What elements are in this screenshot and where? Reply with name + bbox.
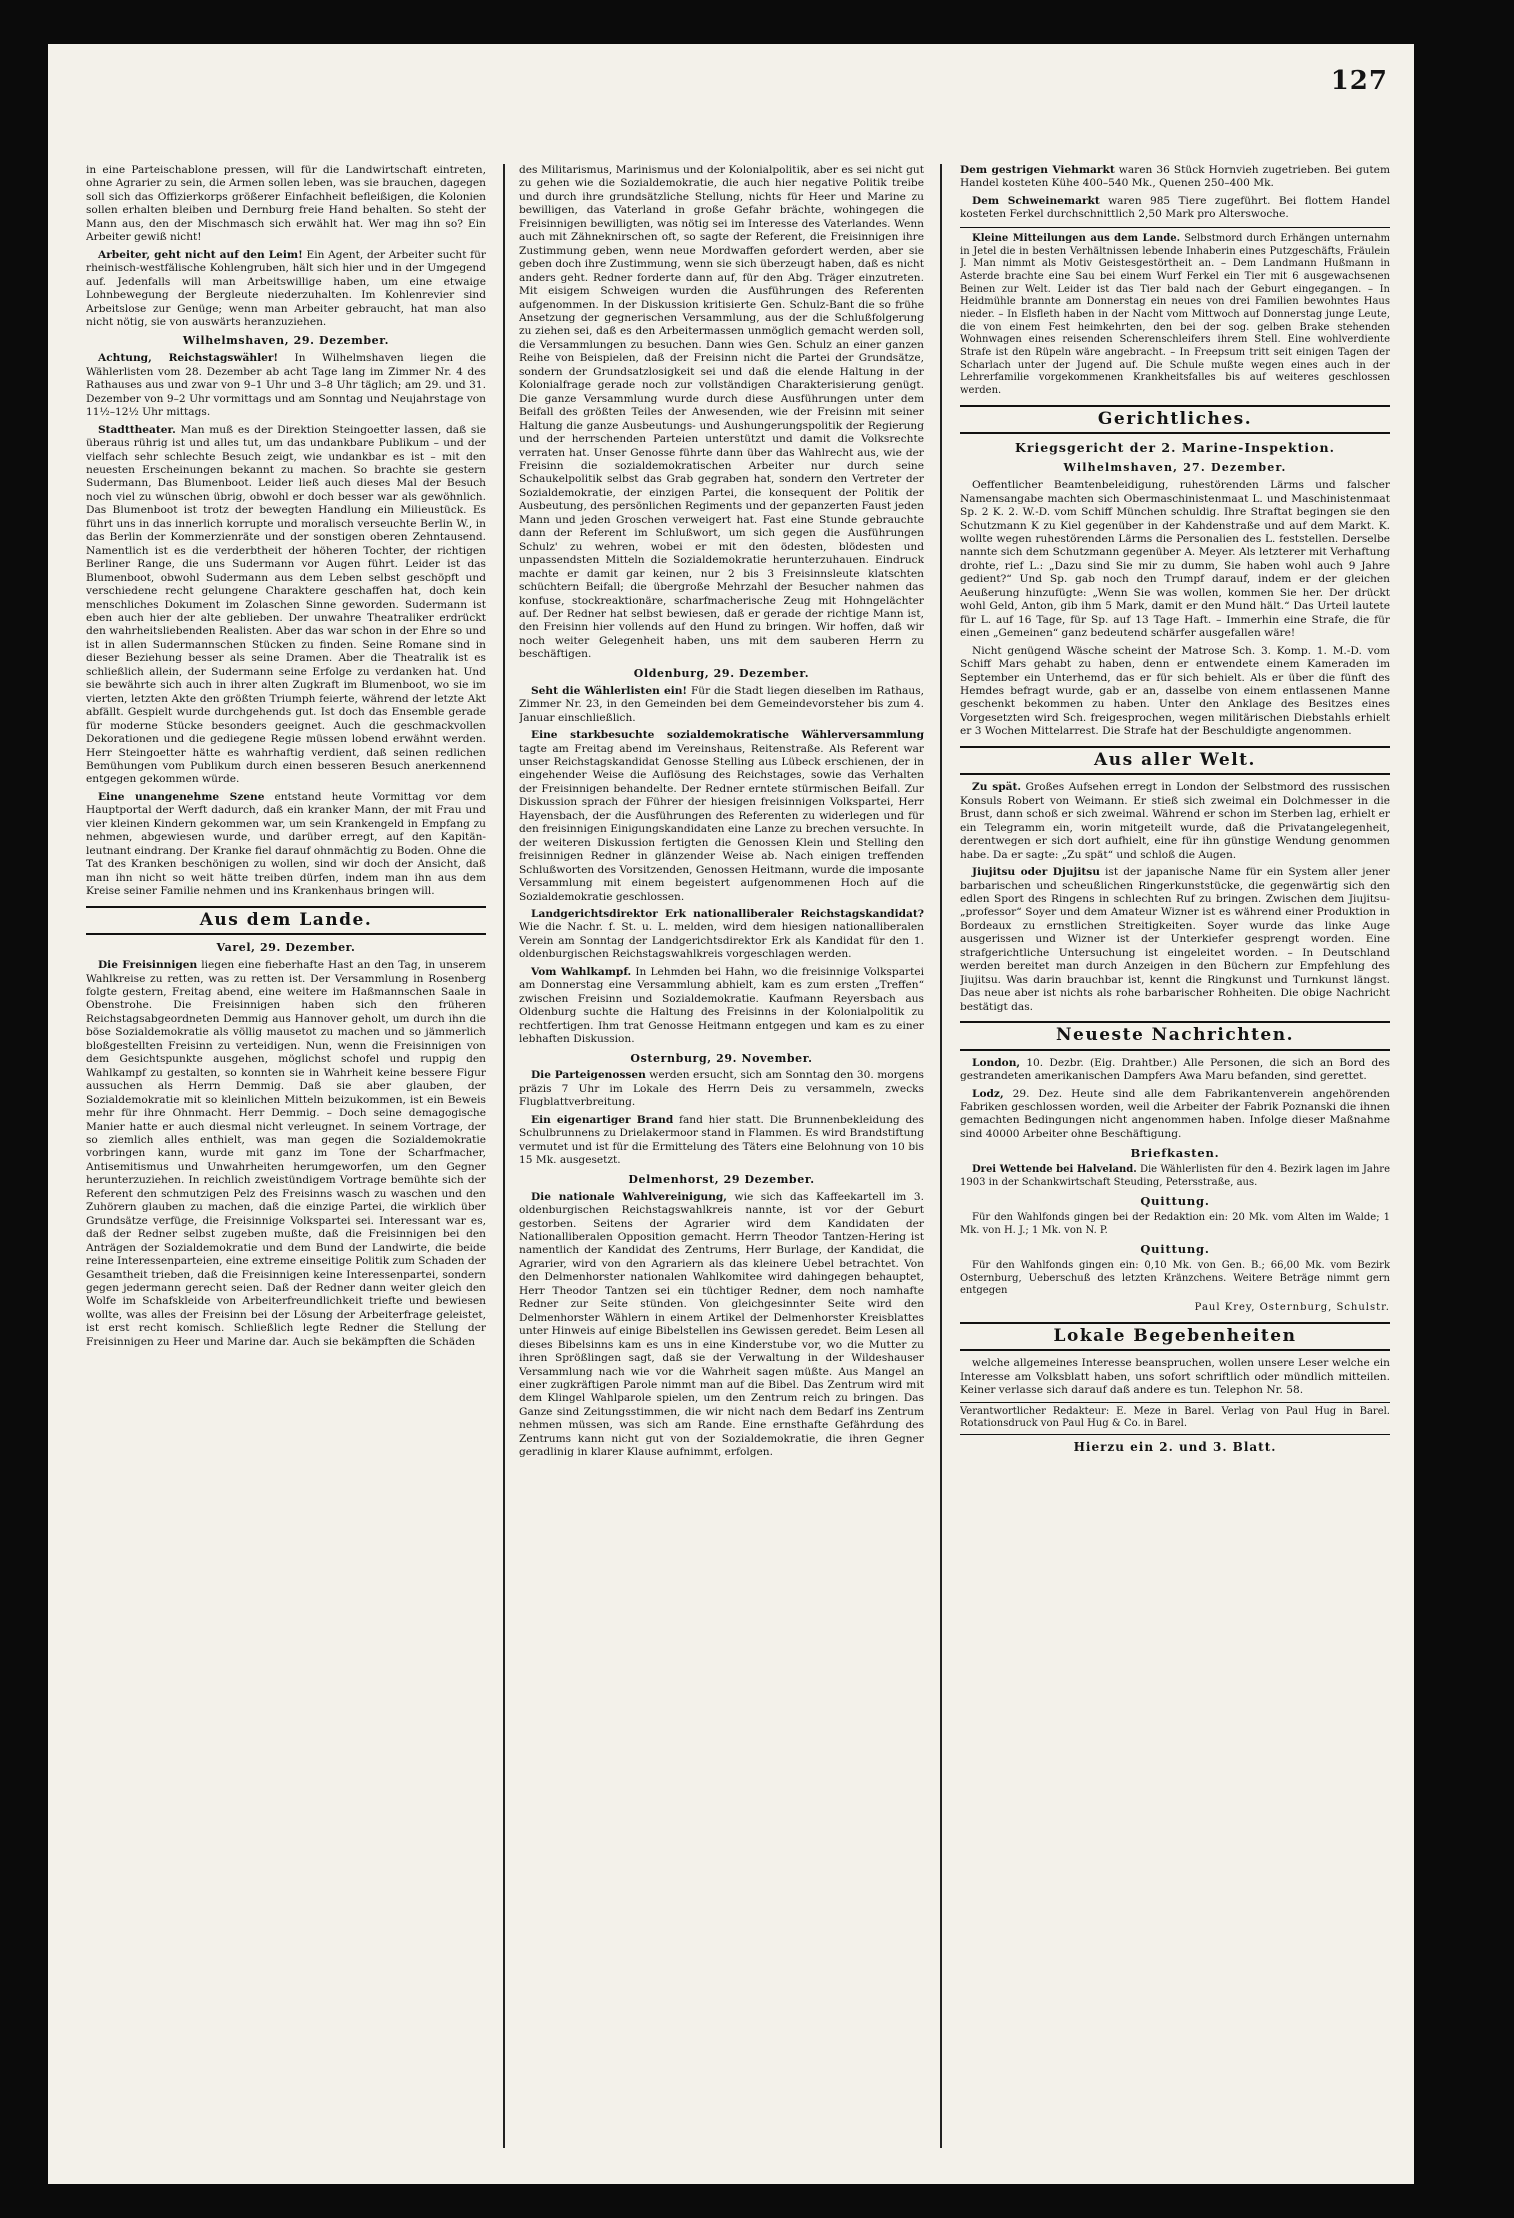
article-lead: Dem Schweinemarkt [972,194,1100,207]
article-paragraph [960,1057,1390,1084]
article-paragraph [86,249,486,330]
page-edge [1414,44,1428,2184]
article-text: waren 36 Stück Hornvieh zugetrieben. Bei gutem Handel kosteten Kühe 400–540 Mk., Quenen 250–400 Mk. [960,164,1390,190]
article-text: werden ersucht, sich am Sonntag den 30. morgens präzis 7 Uhr im Lokale des Herrn Deis zu versammeln, zwecks Flugblattverbreitung. [519,1069,924,1109]
dateline: Oldenburg, 29. Dezember. [633,666,810,680]
article-paragraph [960,1164,1390,1189]
article-paragraph [960,164,1390,191]
article-text: Selbstmord durch Erhängen unternahm in Jetel die in besten Verhältnissen lebende Inhaberin eines Putzgeschäfts, Fräulein J. Man nimmt als Motiv Geistesgestörtheit an. – Dem Landmann Hußmann in Asterde brachte eine Sau bei einem Wurf Ferkel ein Tier mit 6 ausgewachsenen Beinen zur Welt. Leider ist das Tier bald nach der Geburt eingegangen. – In Heidmühle brannte am Donnerstag ein neues von drei Familien bewohntes Haus nieder. – In Elsfleth haben in der Nacht vom Mittwoch auf Donnerstag junge Leute, die von einem Fest heimkehrten, den bei der sog. gelben Brake stehenden Wohnwagen eines reisenden Scherenschleifers ihrem Stell. Eine wohlverdiente Strafe ist den Rüpeln wäre angebracht. – In Freepsum tritt seit einigen Tagen der Scharlach unter der Jugend auf. Die Schule mußte wegen eines auch in der Lehrerfamilie vorgekommenen Krankheitsfalles bis auf weiteres geschlossen werden. [960,232,1390,397]
divider [960,227,1390,228]
column-rule [940,164,942,2148]
article-lead: Die Parteigenossen [531,1069,646,1082]
article-text: liegen eine fieberhafte Hast an den Tag, in unserem Wahlkreise zu retten, was zu retten ist. Der Versammlung in Rosenberg folgte gestern, Freitag abend, eine weitere im Haßmannschen Saale in Obenstrohe. Die Freisinnigen haben sich den früheren Reichstagsabgeordneten Demmig aus Hannover geholt, um durch ihn die böse Sozialdemokratie als völlig mausetot zu machen und so jämmerlich bloßgestellten Freisinn zu verteidigen. Nun, wenn die Freisinnigen von dem Gesichtspunkte ausgehen, möglichst schofel und ruppig den Wahlkampf zu gestalten, so konnten sie in Wahrheit keine bessere Figur aussuchen als Herrn Demmig. Daß sie aber glauben, der Sozialdemokratie mit so kleinlichen Mitteln beizukommen, ist ein Beweis mehr für ihre Ohnmacht. Herr Demmig. – Doch seine demagogische Manier hatte er auch diesmal nicht verleugnet. In seinem Vortrage, der so ziemlich alles enthielt, was man gegen die Sozialdemokratie vorbringen kann, wurde mit ganz im Tone der Scharfmacher, Antisemitismus und Unwahrheiten herumgeworfen, um den Gegner herunterzuziehen. In reichlich zweistündigem Vortrage bemühte sich der Referent den schmutzigen Pelz des Freisinns wasch zu waschen und den Zuhörern glauben zu machen, daß die einzige Partei, die wirklich über Grundsätze verfüge, die Freisinnige Volkspartei sei. Interessant war es, daß der Redner selbst zugeben mußte, daß die Freisinnigen bei den Anträgen der Sozialdemokratie und dem Bund der Landwirte, die beide reine Interessenparteien, eine extreme einseitige Politik zum Schaden der Gesamtheit trieben, daß die Freisinnigen keine Interessenpartei, sondern gegen jedermann gerecht seien. Daß der Redner dann weiter gleich den Wolfe im Schafskleide von Arbeiterfreundlichkeit triefte und bewiesen wollte, was alles der Freisinn bei der Lösung der Arbeiterfrage geleistet, ist erst recht komisch. Schließlich legte Redner die Stellung der Freisinnigen zu Heer und Marine dar. Auch sie bekämpften die Schäden [86,959,486,1348]
article-text: wie sich das Kaffeekartell im 3. oldenburgischen Reichstagswahlkreis nannte, ist vor der Geburt gestorben. Seitens der Agrarier wird dem Kandidaten der Nationalliberalen Opposition gemacht. Herrn Theodor Tantzen-Hering ist namentlich der Kandidat des Zentrums, Herr Burlage, der Kandidat, die Agrarier, wird von den Agrariern als das kleinere Uebel betrachtet. Von den Delmenhorster nationalen Wahlkomitee wird dahingegen behauptet, Herr Theodor Tantzen sei ein tüchtiger Redner, dem noch namhafte Redner zur Seite stünden. Von gleichgesinnter Seite wird den Delmenhorster Wählern in einem Artikel der Delmenhorster Kreisblattes unter Hinweis auf einige Bibelstellen ins Gewissen geredet. Beim Lesen all dieses Bibelsinns kam es uns in eine Kinderstube vor, wo die Mutter zu ihren Sprößlingen sagt, daß sie der Verwaltung in der Wildeshauser Versammlung nach wie vor die Wahrheit sagen müßte. Aus Mangel an einer zugkräftigen Parole nimmt man auf die Bibel. Das Zentrum wird mit dem Klingel Wahlparole spielen, um den Zentrum reich zu bringen. Das Ganze sind Zeitungsstimmen, die wir nicht nach dem Bedarf ins Zentrum nehmen müssen, was sich am Rande. Eine ernsthafte Gefährdung des Zentrums kann nicht gut von der Sozialdemokratie, die ihren Gegner geradlinig in klarer Klause aufnimmt, erfolgen. [519,1190,924,1459]
article-text: tagte am Freitag abend im Vereinshaus, Reitenstraße. Als Referent war unser Reichstagskandidat Genosse Stelling aus Lübeck erschienen, der in eingehender Weise die Auflösung des Reichstages, sowie das Verhalten der Freisinnigen behandelte. Der Redner erntete stürmischen Beifall. Zur Diskussion sprach der Führer der hiesigen freisinnigen Volkspartei, Herr Hayensbach, der die Ausführungen des Referenten zu widerlegen und für den freisinnigen Einigungskandidaten eine Lanze zu brechen versuchte. In der weiteren Diskussion fertigten die Genossen Klein und Stelling den freisinnigen Redner in glänzender Weise ab. Nach einigen treffenden Schlußworten des Vorsitzenden, Genossen Heitmann, wurde die imposante Versammlung mit einem begeistert aufgenommenen Hoch auf die Sozialdemokratie geschlossen. [519,742,924,903]
article-lead: Kleine Mitteilungen aus dem Lande. [972,232,1181,244]
article-lead: Arbeiter, geht nicht auf den Leim! [98,248,303,261]
article-paragraph [519,1191,924,1460]
column-right [960,164,1390,2148]
article-text: Großes Aufsehen erregt in London der Selbstmord des russischen Konsuls Robert von Weimann. Er stieß sich zweimal ein Dolchmesser in die Brust, dann schoß er sich zweimal. Während er schon im Sterben lag, erhielt er ein Telegramm ein, worin mitgeteilt wurde, daß die Privatangelegenheit, derentwegen er sich dort aufhielt, eine für ihn günstige Wendung genommen habe. Da er sagte: „Zu spät“ und schloß die Augen. [960,781,1390,861]
article-paragraph [519,966,924,1047]
article-paragraph [86,959,486,1349]
article-lead: Jiujitsu oder Djujitsu [972,866,1100,879]
article-text: entstand heute Vormittag vor dem Hauptportal der Werft dadurch, daß ein kranker Mann, der mit Frau und vier kleinen Kindern gekommen war, um sein Krankengeld in Empfang zu nehmen, abgewiesen wurde, und darüber erregt, auf den Kapitän-leutnant eindrang. Der Kranke fiel darauf ohnmächtig zu Boden. Ohne die Tat des Kranken beschönigen zu wollen, sind wir doch der Ansicht, daß man ihn nicht so weit hätte treiben dürfen, indem man ihn aus dem Kreise seiner Familie nehmen und ins Krankenhaus bringen will. [86,790,486,898]
sub-heading: Kriegsgericht der 2. Marine-Inspektion. [1015,440,1335,456]
article-paragraph: des Militarismus, Marinismus und der Kolonialpolitik, aber es sei nicht gut zu gehen wie die Sozialdemokratie, die auch hier negative Politik treibe und durch ihre grundsätzliche Stellung, nichts für Heer und Marine zu bewilligen, das Vaterland in große Gefahr brächte, wohingegen die Freisinnigen bewilligten, was nötig sei im Interesse des Vaterlandes. Wenn auch mit Zähneknirschen oft, so sagte der Referent, die Freisinnigen ihre Zustimmung geben, wenn neue Mordwaffen gefordert werden, aber sie geben doch ihre Zustimmung, wenn sie sich überzeugt haben, daß es nicht anders geht. Redner forderte dann auf, für den Abg. Träger einzutreten. Mit eisigem Schweigen wurden die Ausführungen des Referenten aufgenommen. In der Diskussion kritisierte Gen. Schulz-Bant die so frühe Ansetzung der gegnerischen Versammlung, aus der die Schlußfolgerung zu ziehen sei, daß es den Arbeitermassen unmöglich gemacht werden soll, die Versammlungen zu besuchen. Dann wies Gen. Schulz an einer ganzen Reihe von Beispielen, daß der Freisinn nicht die Partei der Grundsätze, sondern der Grundsatzlosigkeit sei und daß die elende Haltung in der Kolonialfrage gerade noch zur vollständigen Charakterisierung genügt. Die ganze Versammlung wurde durch diese Ausführungen unter dem Beifall des größten Teiles der Anwesenden, wie der Freisinn mit seiner Haltung die ganze Ausbeutungs- und Aushungerungspolitik der Regierung und der herrschenden Parteien unterstützt und damit die Volksrechte verraten hat. Unser Genosse führte dann über das Wahlrecht aus, wie der Freisinn die sozialdemokratischen Arbeiter nur durch seine Schaukelpolitik selbst das Grab gegraben hat, sondern den Vertreter der Sozialdemokratie, der einzigen Partei, die konsequent der Politik der Ausbeutung, des persönlichen Regiments und der gepanzerten Faust jeden Mann und jeden Groschen verweigert hat. Fast eine Stunde gebrauchte dann der Referent im Schlußwort, um sich gegen die Ausführungen Schulz' zu wehren, wobei er mit den ödesten, blödesten und unpassendsten Mitteln die Sozialdemokratie herunterzuhauen. Eindruck machte er damit gar keinen, nur 2 bis 3 Freisinnsleute klatschten schüchtern Beifall; die übergroße Mehrzahl der Besucher nahmen das konfuse, stockreaktionäre, scharfmacherische Zeug mit Hohngelächter auf. Der Redner hat selbst bewiesen, daß er gerade der richtige Mann ist, den Freisinn hier vollends auf den Hund zu bringen. Wir hoffen, daß wir noch weiter Gelegenheit haben, uns mit dem sauberen Herrn zu beschäftigen. [519,164,924,661]
article-lead: Die nationale Wahlvereinigung, [531,1190,727,1203]
dateline: Wilhelmshaven, 29. Dezember. [182,334,390,348]
article-lead: Eine starkbesuchte sozialdemokratische Wählerversammlung [531,729,924,742]
article-paragraph [519,1114,924,1168]
article-text: 29. Dez. Heute sind alle dem Fabrikantenverein angehörenden Fabriken geschlossen worden, weil die Arbeiter der Fabrik Poznanski die ihnen gemachten Bedingungen nicht angenommen haben. Infolge dieser Maßnahme sind 40000 Arbeiter ohne Beschäftigung. [960,1087,1390,1140]
article-paragraph [519,1069,924,1109]
section-heading: Lokale Begebenheiten [960,1322,1390,1352]
column-middle [519,164,924,2148]
article-lead: Drei Wettende bei Halveland. [972,1163,1137,1175]
article-text: In Lehmden bei Hahn, wo die freisinnige Volkspartei am Donnerstag eine Versammlung abhielt, kam es zum ersten „Treffen“ zwischen Freisinn und Sozialdemokratie. Kaufmann Reyersbach aus Oldenburg suchte die Haltung des Freisinns in der Kolonialpolitik zu rechtfertigen. Ihm trat Genosse Heitmann entgegen und kam es zu einer lebhaften Diskussion. [519,965,924,1046]
article-text: ist der japanische Name für ein System aller jener barbarischen und scheußlichen Ringerkunststücke, die gegenwärtig sich den edlen Sport des Ringens in schlechten Ruf zu bringen. Zwischen dem Jiujitsu-„professor“ Soyer und dem Amateur Wizner ist es während einer Produktion in Bordeaux zu ernstlichen Streitigkeiten. Soyer wurde das linke Auge ausgerissen und Wizner ist der Unterkiefer gesprengt worden. Eine strafgerichtliche Untersuchung ist eingeleitet worden. – In Deutschland werden bereitet man durch Anzeigen in den Büchern zur Empfehlung des Jiujitsu. Was darin brauchbar ist, kennt die Ringkunst und Turnkunst längst. Das neue aber ist nichts als rohe barbarischer Rohheiten. Die obige Nachricht bestätigt das. [960,866,1390,1013]
article-paragraph [86,352,486,419]
article-lead: Ein eigenartiger Brand [531,1113,674,1126]
article-lead: Zu spät. [972,781,1022,794]
dateline: Delmenhorst, 29 Dezember. [628,1172,815,1186]
article-text: fand hier statt. Die Brunnenbekleidung des Schulbrunnens zu Drielakermoor stand in Flammen. Es wird Brandstiftung vermutet und ist für die Ermittelung des Täters eine Belohnung von 10 bis 15 Mk. ausgesetzt. [519,1113,924,1167]
article-paragraph: Nicht genügend Wäsche scheint der Matrose Sch. 3. Komp. 1. M.-D. vom Schiff Mars gehabt zu haben, denn er entwendete einem Kameraden im September ein Unterhemd, das er für sich behielt. Als er über die fünft des Hemdes befragt wurde, gab er an, dasselbe von einem entlassenen Manne geschenkt bekommen zu haben. Unter den Anklage des Besitzes eines Vorgesetzten wird Sch. freigesprochen, wegen militärischen Diebstahls erhielt er 3 Wochen Mittelarrest. Die Strafe hat der Beschuldigte angenommen. [960,644,1390,738]
page-number: 127 [1330,66,1388,96]
article-lead: Lodz, [972,1087,1004,1100]
column-rule [503,164,505,2148]
article-lead: Stadttheater. [98,423,176,436]
article-text: 10. Dezbr. (Eig. Drahtber.) Alle Personen, die sich an Bord des gestrandeten amerikanischen Dampfers Awa Maru befanden, sind gerettet. [960,1056,1390,1083]
article-paragraph: Oeffentlicher Beamtenbeleidigung, ruhestörenden Lärms und falscher Namensangabe machten sich Obermaschinistenmaat L. und Maschinistenmaat Sp. 2 K. 2. W.-D. vom Schiff München schuldig. Ihre Straftat begingen sie den Schutzmann K zu Kiel gegenüber in der Kahdenstraße und auf dem Markt. K. wollte wegen ruhestörenden Lärms die Personalien des L. feststellen. Derselbe nannte sich dem Schutzmann gegenüber A. Meyer. Als letzterer mit Verhaftung drohte, rief L.: „Dazu sind Sie mir zu dumm, Sie haben wohl auch 9 Jahre gedient?“ Und Sp. gab noch den Trumpf darauf, indem er der gleichen Aeußerung hinzufügte: „Wenn Sie was wollen, kommen Sie her. Der drückt wohl Geld, Anton, gib ihm 5 Mark, damit er den Mund hält.“ Das Urteil lautete für L. auf 16 Tage, für Sp. auf 13 Tage Haft. – Immerhin eine Strafe, die für einen „Gemeinen“ ganz bedeutend schärfer ausgefallen wäre! [960,479,1390,640]
column-left [86,164,486,2148]
signature: Paul Krey, Osternburg, Schulstr. [1194,1301,1390,1313]
article-lead: Eine unangenehme Szene [98,790,265,803]
article-text: Wie die Nachr. f. St. u. L. melden, wird dem hiesigen nationalliberalen Verein am Sonntag der Landgerichtsdirektor Erk als Kandidat für den 1. oldenburgischen Reichstagswahlkreis vorgeschlagen werden. [519,921,924,961]
article-text: Die Wählerlisten für den 4. Bezirk lagen im Jahre 1903 in der Schankwirtschaft Steuding, Petersstraße, aus. [960,1163,1390,1188]
article-text: waren 985 Tiere zugeführt. Bei flottem Handel kosteten Ferkel durchschnittlich 2,50 Mark pro Alterswoche. [960,194,1390,221]
article-paragraph [960,195,1390,222]
article-lead: Dem gestrigen Viehmarkt [960,164,1115,176]
sub-heading: Briefkasten. [1130,1146,1220,1161]
section-heading: Gerichtliches. [960,405,1390,435]
article-text: Man muß es der Direktion Steingoetter lassen, daß sie überaus rührig ist und alles tut, um das undankbare Publikum – und der vielfach sehr schlechte Besuch zeigt, wie undankbar es ist – mit den neuesten Erscheinungen bekannt zu machen. So brachte sie gestern Sudermann, Das Blumenboot. Leider ließ auch dieses Mal der Besuch noch viel zu wünschen übrig, obwohl er doch besser war als gewöhnlich. Das Blumenboot ist trotz der bewegten Handlung ein Milieustück. Es führt uns in das innerlich korrupte und moralisch verseuchte Berlin W., in das Berlin der Kommerzienräte und der sonstigen oberen Zehntausend. Namentlich ist es die verderbtheit der höheren Tochter, der richtigen Berliner Range, die uns Sudermann vor Augen führt. Leider ist das Blumenboot, obwohl Sudermann aus dem Leben selbst geschöpft und verschiedene recht gelungene Charaktere geschaffen hat, doch kein menschliches Dokument im Zolaschen Sinne geworden. Sudermann ist eben auch hier der alte geblieben. Der unwahre Theatraliker erdrückt den wahrheitsliebenden Realisten. Aber das war schon in der Ehre so und ist in allen Sudermannschen Stücken zu finden. Seine Romane sind in dieser Beziehung besser als seine Dramen. Aber die Theatralik ist es schließlich allein, der Sudermann seine Erfolge zu verdanken hat. Und sie bewährte sich auch in ihrer alten Zugkraft im Blumenboot, wo sie im vierten, letzten Akte den größten Triumph feierte, während der letzte Akt abfällt. Gespielt wurde durchgehends gut. Ist doch das Ensemble gerade für moderne Stücke besonders geeignet. Auch die geschmackvollen Dekorationen und die gediegene Regie müssen lobend erwähnt werden. Herr Steingoetter hätte es wahrhaftig verdient, daß seinen redlichen Bemühungen vom Publikum durch einen besseren Besuch anerkennend entgegen gekommen würde. [86,423,486,786]
article-paragraph: in eine Parteischablone pressen, will für die Landwirtschaft eintreten, ohne Agrarier zu sein, die Armen sollen leben, was sie brauchen, dagegen soll sich das Offizierkorps größerer Einfachheit befleißigen, die Kolonien sollen erhalten bleiben und Dernburg freie Hand behalten. So steht der Mann aus, den der Mischmasch sich erwählt hat. Wer mag ihn so? Ein Arbeiter gewiß nicht! [86,164,486,244]
supplement-note: Hierzu ein 2. und 3. Blatt. [1073,1439,1277,1454]
sub-heading: Quittung. [1140,1194,1210,1209]
article-paragraph: Für den Wahlfonds gingen ein: 0,10 Mk. von Gen. B.; 66,00 Mk. vom Bezirk Osternburg, Ueberschuß des letzten Kränzchens. Weitere Beträge nimmt gern entgegen [960,1259,1390,1297]
article-paragraph: welche allgemeines Interesse beanspruchen, wollen unsere Leser welche ein Interesse am Volksblatt haben, uns sofort schriftlich oder mündlich mitteilen. Keiner verlasse sich darauf daß andere es tun. Telephon Nr. 58. [960,1357,1390,1397]
article-lead: Die Freisinnigen [98,959,198,972]
imprint: Verantwortlicher Redakteur: E. Meze in Barel. Verlag von Paul Hug in Barel. Rotationsdruck von Paul Hug & Co. in Barel. [960,1402,1390,1435]
article-text: Ein Agent, der Arbeiter sucht für rheinisch-westfälische Kohlengruben, hält sich hier und in der Umgegend auf. Jedenfalls will man Arbeitswillige haben, um eine etwaige Lohnbewegung der Bergleute niederzuhalten. Im Kohlenrevier sind Arbeitslose zur Genüge; wenn man Arbeiter gebraucht, hat man also nicht nötig, sie von auswärts heranzuziehen. [86,248,486,328]
section-heading: Aus aller Welt. [960,746,1390,776]
section-heading: Aus dem Lande. [86,906,486,936]
article-lead: Achtung, Reichstagswähler! [98,352,279,365]
article-paragraph [86,424,486,787]
newspaper-page [48,44,1428,2184]
dateline: Wilhelmshaven, 27. Dezember. [1063,461,1287,475]
article-paragraph [86,791,486,899]
section-heading: Neueste Nachrichten. [960,1021,1390,1051]
article-paragraph [960,781,1390,862]
article-paragraph: Für den Wahlfonds gingen bei der Redaktion ein: 20 Mk. vom Alten im Walde; 1 Mk. von H. J.; 1 Mk. von N. P. [960,1211,1390,1236]
article-lead: London, [972,1056,1021,1069]
article-paragraph [960,1088,1390,1142]
article-lead: Seht die Wählerlisten ein! [531,684,688,697]
dateline: Varel, 29. Dezember. [216,941,356,955]
article-paragraph [519,729,924,904]
sub-heading: Quittung. [1140,1242,1210,1257]
dateline: Osternburg, 29. November. [630,1051,813,1065]
article-paragraph [519,685,924,725]
article-lead: Vom Wahlkampf. [531,965,632,978]
article-text: In Wilhelmshaven liegen die Wählerlisten vom 28. Dezember ab acht Tage lang im Zimmer Nr. 4 des Rathauses aus und zwar von 9–1 Uhr und 3–8 Uhr täglich; am 29. und 31. Dezember von 9–2 Uhr vormittags und am Sonntag und Neujahrstage von 11½–12½ Uhr mittags. [86,352,486,419]
article-lead: Landgerichtsdirektor Erk nationalliberaler Reichstagskandidat? [531,907,924,920]
article-paragraph [960,866,1390,1014]
article-paragraph [960,233,1390,398]
article-text: Für die Stadt liegen dieselben im Rathaus, Zimmer Nr. 23, in den Gemeinden bei dem Gemeindevorsteher bis zum 4. Januar einschließlich. [519,684,924,724]
article-paragraph [519,908,924,962]
